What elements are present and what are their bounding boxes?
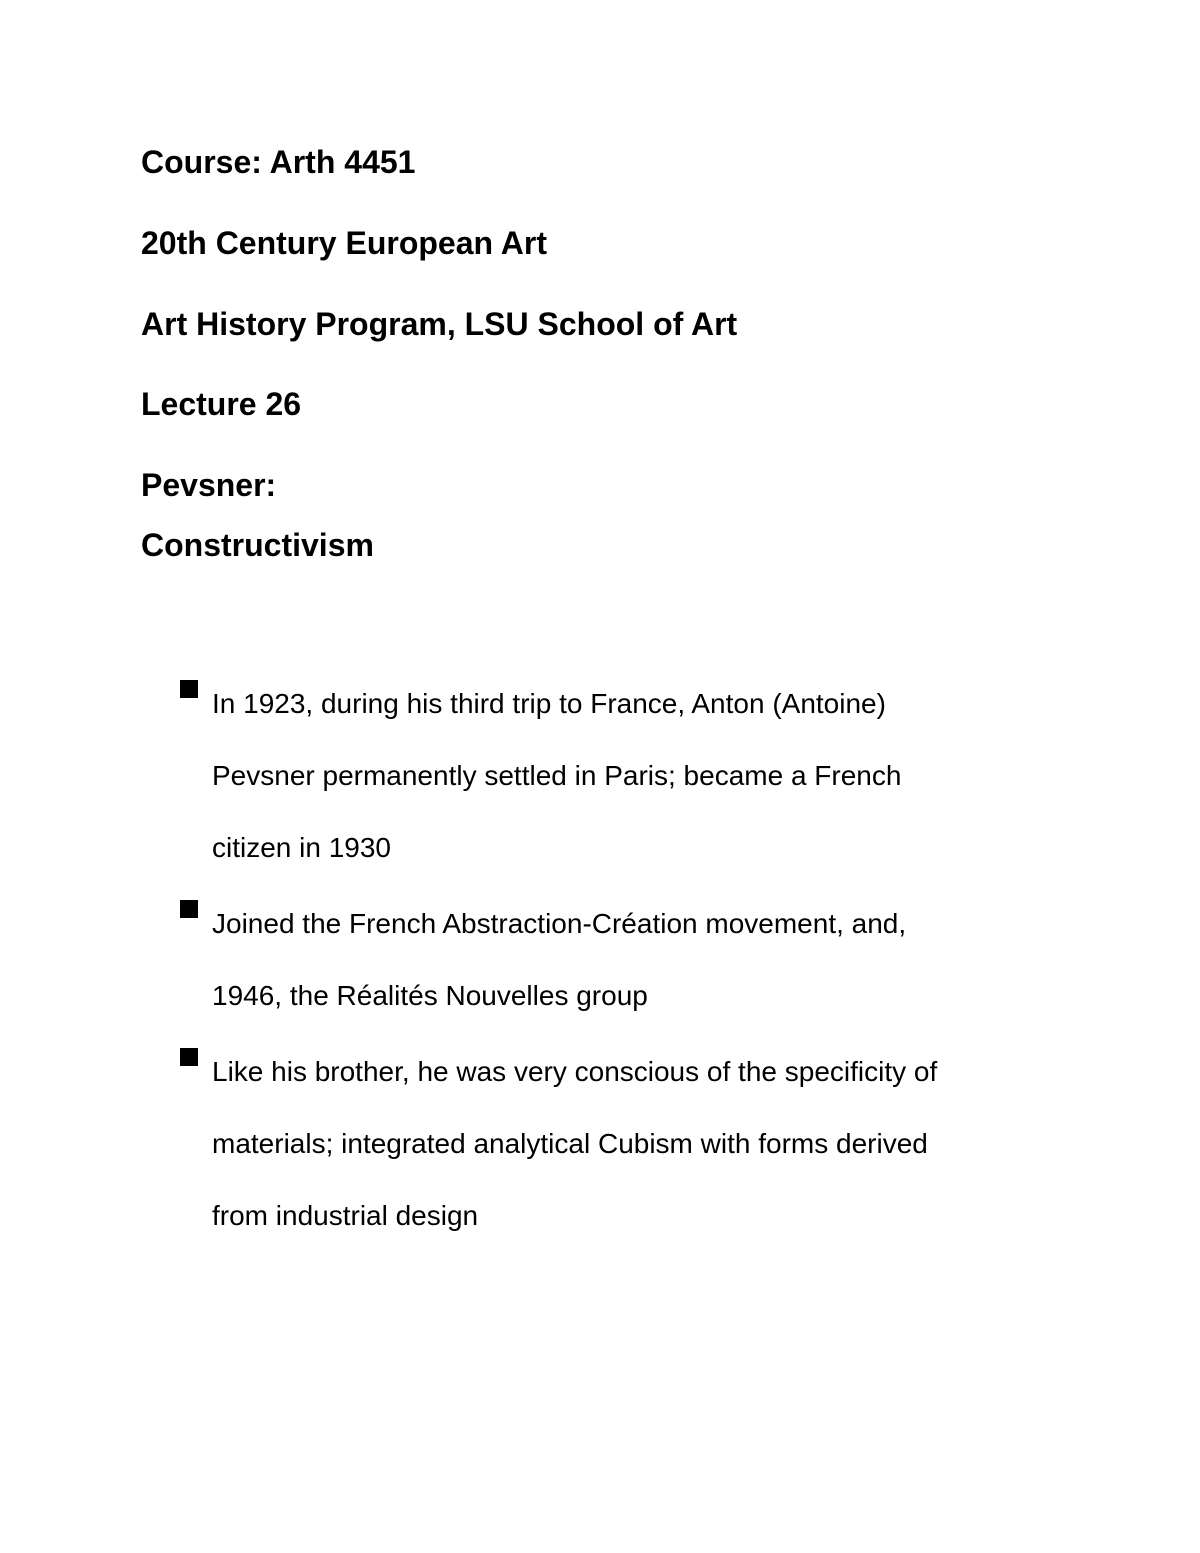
- topic-heading-line1: Pevsner:: [141, 467, 277, 503]
- bullet-item-1: [180, 668, 1080, 884]
- course-heading: Course: Arth 4451: [141, 144, 416, 180]
- bullet-text: Joined the French Abstraction-Création movement, and, 1946, the Réalités Nouvelles group: [212, 908, 907, 1011]
- square-bullet-icon: [180, 900, 198, 918]
- course-title: 20th Century European Art: [141, 225, 547, 261]
- bullet-text: Like his brother, he was very conscious of the specificity of materials; integrated analytical Cubism with forms derived from industrial design: [212, 1056, 938, 1231]
- bullet-item-2: [180, 888, 1080, 1032]
- bullet-list: [180, 684, 1080, 1272]
- square-bullet-icon: [180, 1048, 198, 1066]
- bullet-item-3: [180, 1036, 1080, 1252]
- program-heading: Art History Program, LSU School of Art: [141, 306, 738, 342]
- bullet-text: In 1923, during his third trip to France, Anton (Antoine) Pevsner permanently settled in Paris; became a French citizen in 1930: [212, 688, 902, 863]
- topic-heading-line2: Constructivism: [141, 527, 374, 563]
- lecture-heading: Lecture 26: [141, 386, 302, 422]
- square-bullet-icon: [180, 680, 198, 698]
